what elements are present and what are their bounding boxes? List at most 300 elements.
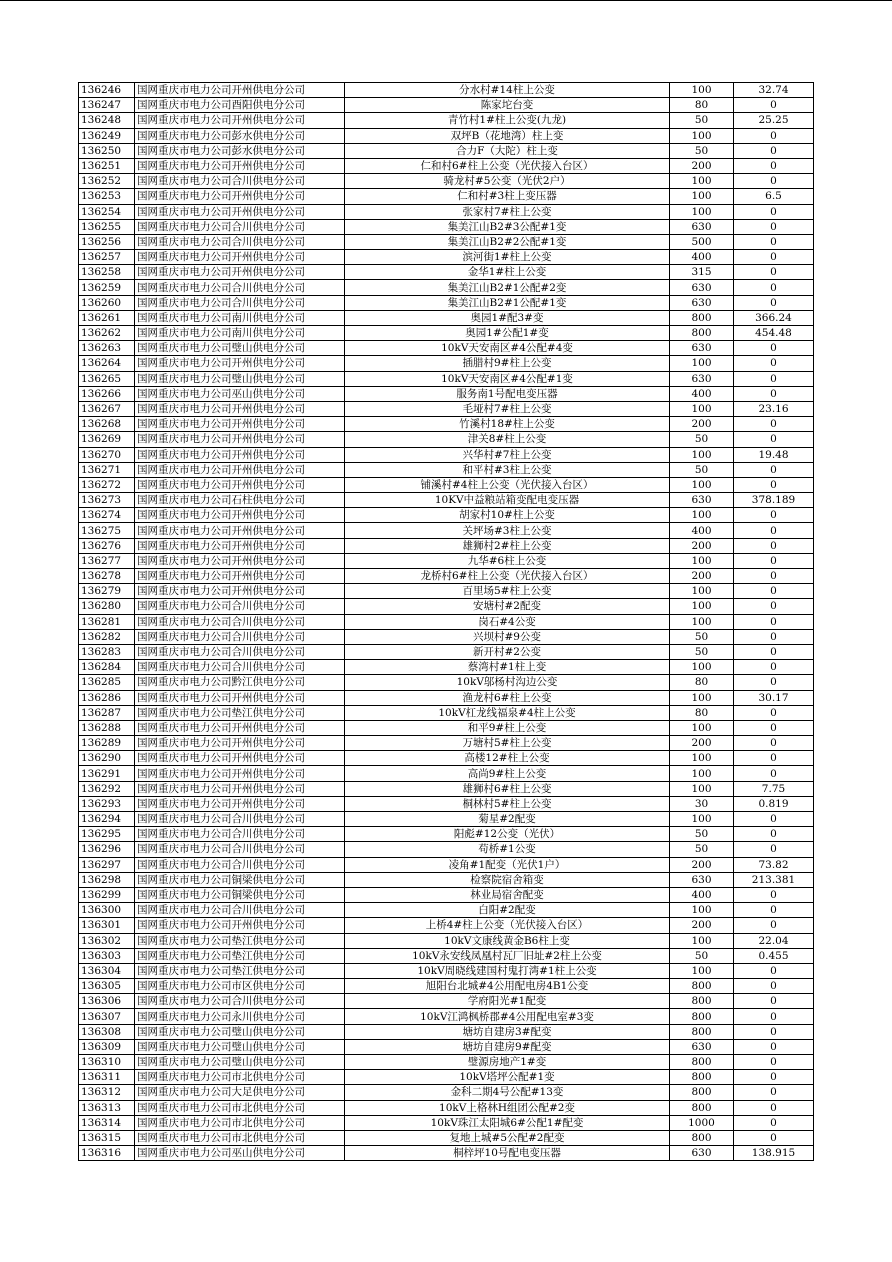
capacity-cell: 100 — [670, 477, 734, 492]
capacity-cell: 800 — [670, 1055, 734, 1070]
capacity-cell: 100 — [670, 690, 734, 705]
table-row — [79, 887, 814, 902]
value-cell: 0 — [734, 675, 814, 690]
transformer-name-cell: 金科二期4号公配#13变 — [345, 1085, 670, 1100]
capacity-cell: 50 — [670, 113, 734, 128]
row-id-cell: 136316 — [79, 1146, 135, 1161]
company-name-cell: 国网重庆市电力公司合川供电分公司 — [135, 842, 345, 857]
company-name-cell: 国网重庆市电力公司合川供电分公司 — [135, 644, 345, 659]
transformer-name-cell: 津关8#柱上公变 — [345, 432, 670, 447]
table-row — [79, 857, 814, 872]
value-cell: 0 — [734, 1085, 814, 1100]
row-id-cell: 136308 — [79, 1024, 135, 1039]
transformer-name-cell: 安塘村#2配变 — [345, 599, 670, 614]
company-name-cell: 国网重庆市电力公司合川供电分公司 — [135, 295, 345, 310]
value-cell: 0 — [734, 720, 814, 735]
value-cell: 0 — [734, 219, 814, 234]
capacity-cell: 100 — [670, 174, 734, 189]
top-rule — [0, 0, 892, 1]
company-name-cell: 国网重庆市电力公司开州供电分公司 — [135, 553, 345, 568]
value-cell: 0 — [734, 295, 814, 310]
value-cell: 0 — [734, 280, 814, 295]
capacity-cell: 1000 — [670, 1115, 734, 1130]
company-name-cell: 国网重庆市电力公司南川供电分公司 — [135, 326, 345, 341]
value-cell: 0 — [734, 644, 814, 659]
capacity-cell: 80 — [670, 98, 734, 113]
company-name-cell: 国网重庆市电力公司铜梁供电分公司 — [135, 872, 345, 887]
transformer-name-cell: 10kV邬杨村沟边公变 — [345, 675, 670, 690]
value-cell: 0 — [734, 751, 814, 766]
table-row — [79, 493, 814, 508]
capacity-cell: 800 — [670, 979, 734, 994]
company-name-cell: 国网重庆市电力公司璧山供电分公司 — [135, 1039, 345, 1054]
company-name-cell: 国网重庆市电力公司合川供电分公司 — [135, 219, 345, 234]
row-id-cell: 136268 — [79, 417, 135, 432]
value-cell: 0 — [734, 538, 814, 553]
transformer-name-cell: 10kV天安南区#4公配#4变 — [345, 341, 670, 356]
transformer-name-cell: 集美江山B2#1公配#2变 — [345, 280, 670, 295]
value-cell: 0 — [734, 250, 814, 265]
capacity-cell: 200 — [670, 538, 734, 553]
value-cell: 0 — [734, 143, 814, 158]
company-name-cell: 国网重庆市电力公司璧山供电分公司 — [135, 1024, 345, 1039]
company-name-cell: 国网重庆市电力公司黔江供电分公司 — [135, 675, 345, 690]
company-name-cell: 国网重庆市电力公司石柱供电分公司 — [135, 493, 345, 508]
row-id-cell: 136288 — [79, 720, 135, 735]
row-id-cell: 136283 — [79, 644, 135, 659]
row-id-cell: 136276 — [79, 538, 135, 553]
row-id-cell: 136256 — [79, 234, 135, 249]
row-id-cell: 136312 — [79, 1085, 135, 1100]
table-row — [79, 508, 814, 523]
value-cell: 0 — [734, 417, 814, 432]
value-cell: 0 — [734, 1130, 814, 1145]
capacity-cell: 400 — [670, 523, 734, 538]
value-cell: 0 — [734, 128, 814, 143]
capacity-cell: 100 — [670, 189, 734, 204]
table-row — [79, 265, 814, 280]
table-row — [79, 720, 814, 735]
company-name-cell: 国网重庆市电力公司市北供电分公司 — [135, 1070, 345, 1085]
table-row — [79, 341, 814, 356]
capacity-cell: 200 — [670, 569, 734, 584]
company-name-cell: 国网重庆市电力公司开州供电分公司 — [135, 401, 345, 416]
capacity-cell: 100 — [670, 963, 734, 978]
capacity-cell: 500 — [670, 234, 734, 249]
transformer-name-cell: 10kV珠江太阳城6#公配1#配变 — [345, 1115, 670, 1130]
table-row — [79, 948, 814, 963]
row-id-cell: 136311 — [79, 1070, 135, 1085]
company-name-cell: 国网重庆市电力公司开州供电分公司 — [135, 477, 345, 492]
capacity-cell: 100 — [670, 553, 734, 568]
table-row — [79, 872, 814, 887]
transformer-table — [78, 82, 814, 1161]
transformer-name-cell: 铺溪村#4柱上公变（光伏接入台区） — [345, 477, 670, 492]
capacity-cell: 100 — [670, 508, 734, 523]
capacity-cell: 100 — [670, 766, 734, 781]
value-cell: 0 — [734, 614, 814, 629]
transformer-name-cell: 塘坊自建房3#配变 — [345, 1024, 670, 1039]
transformer-name-cell: 10kV天安南区#4公配#1变 — [345, 371, 670, 386]
transformer-name-cell: 滨河街1#柱上公变 — [345, 250, 670, 265]
capacity-cell: 630 — [670, 341, 734, 356]
table-row — [79, 326, 814, 341]
transformer-name-cell: 凌角#1配变（光伏1户） — [345, 857, 670, 872]
capacity-cell: 800 — [670, 1085, 734, 1100]
company-name-cell: 国网重庆市电力公司合川供电分公司 — [135, 280, 345, 295]
company-name-cell: 国网重庆市电力公司开州供电分公司 — [135, 781, 345, 796]
capacity-cell: 50 — [670, 462, 734, 477]
company-name-cell: 国网重庆市电力公司市区供电分公司 — [135, 979, 345, 994]
value-cell: 0 — [734, 1039, 814, 1054]
table-row — [79, 401, 814, 416]
value-cell: 0 — [734, 234, 814, 249]
table-row — [79, 83, 814, 98]
table-row — [79, 842, 814, 857]
table-row — [79, 933, 814, 948]
company-name-cell: 国网重庆市电力公司开州供电分公司 — [135, 265, 345, 280]
capacity-cell: 200 — [670, 158, 734, 173]
table-row — [79, 1115, 814, 1130]
transformer-name-cell: 旭阳台北城#4公用配电房4B1公变 — [345, 979, 670, 994]
transformer-name-cell: 双坪B（花地湾）柱上变 — [345, 128, 670, 143]
transformer-name-cell: 万塘村5#柱上公变 — [345, 736, 670, 751]
transformer-name-cell: 桐梓坪10号配电变压器 — [345, 1146, 670, 1161]
value-cell: 73.82 — [734, 857, 814, 872]
row-id-cell: 136264 — [79, 356, 135, 371]
value-cell: 19.48 — [734, 447, 814, 462]
transformer-name-cell: 龙桥村6#柱上公变（光伏接入台区） — [345, 569, 670, 584]
company-name-cell: 国网重庆市电力公司开州供电分公司 — [135, 83, 345, 98]
row-id-cell: 136272 — [79, 477, 135, 492]
company-name-cell: 国网重庆市电力公司开州供电分公司 — [135, 918, 345, 933]
capacity-cell: 80 — [670, 705, 734, 720]
capacity-cell: 200 — [670, 736, 734, 751]
row-id-cell: 136294 — [79, 812, 135, 827]
transformer-name-cell: 毛垭村7#柱上公变 — [345, 401, 670, 416]
capacity-cell: 100 — [670, 599, 734, 614]
row-id-cell: 136249 — [79, 128, 135, 143]
table-row — [79, 1085, 814, 1100]
capacity-cell: 800 — [670, 1070, 734, 1085]
transformer-name-cell: 兴坝村#9公变 — [345, 629, 670, 644]
table-row — [79, 690, 814, 705]
value-cell: 0 — [734, 599, 814, 614]
transformer-name-cell: 高楼12#柱上公变 — [345, 751, 670, 766]
table-row — [79, 766, 814, 781]
table-row — [79, 432, 814, 447]
row-id-cell: 136248 — [79, 113, 135, 128]
value-cell: 0 — [734, 705, 814, 720]
company-name-cell: 国网重庆市电力公司酉阳供电分公司 — [135, 98, 345, 113]
row-id-cell: 136261 — [79, 310, 135, 325]
transformer-name-cell: 10kV文康线黄金B6柱上变 — [345, 933, 670, 948]
capacity-cell: 800 — [670, 1100, 734, 1115]
table-row — [79, 736, 814, 751]
company-name-cell: 国网重庆市电力公司开州供电分公司 — [135, 569, 345, 584]
capacity-cell: 630 — [670, 219, 734, 234]
row-id-cell: 136273 — [79, 493, 135, 508]
company-name-cell: 国网重庆市电力公司彭水供电分公司 — [135, 128, 345, 143]
capacity-cell: 100 — [670, 751, 734, 766]
row-id-cell: 136281 — [79, 614, 135, 629]
table-row — [79, 189, 814, 204]
company-name-cell: 国网重庆市电力公司巫山供电分公司 — [135, 1146, 345, 1161]
row-id-cell: 136298 — [79, 872, 135, 887]
value-cell: 366.24 — [734, 310, 814, 325]
row-id-cell: 136255 — [79, 219, 135, 234]
table-row — [79, 979, 814, 994]
row-id-cell: 136278 — [79, 569, 135, 584]
row-id-cell: 136262 — [79, 326, 135, 341]
transformer-name-cell: 奥园1#配3#变 — [345, 310, 670, 325]
table-row — [79, 675, 814, 690]
value-cell: 0 — [734, 1024, 814, 1039]
table-row — [79, 629, 814, 644]
transformer-name-cell: 学府阳光#1配变 — [345, 994, 670, 1009]
row-id-cell: 136309 — [79, 1039, 135, 1054]
company-name-cell: 国网重庆市电力公司垫江供电分公司 — [135, 948, 345, 963]
value-cell: 0 — [734, 1009, 814, 1024]
transformer-name-cell: 苟桥#1公变 — [345, 842, 670, 857]
company-name-cell: 国网重庆市电力公司合川供电分公司 — [135, 614, 345, 629]
value-cell: 0 — [734, 903, 814, 918]
row-id-cell: 136299 — [79, 887, 135, 902]
value-cell: 0 — [734, 629, 814, 644]
transformer-name-cell: 渔龙村6#柱上公变 — [345, 690, 670, 705]
row-id-cell: 136286 — [79, 690, 135, 705]
value-cell: 0 — [734, 963, 814, 978]
value-cell: 0 — [734, 584, 814, 599]
value-cell: 0 — [734, 553, 814, 568]
company-name-cell: 国网重庆市电力公司合川供电分公司 — [135, 174, 345, 189]
row-id-cell: 136279 — [79, 584, 135, 599]
row-id-cell: 136303 — [79, 948, 135, 963]
row-id-cell: 136315 — [79, 1130, 135, 1145]
row-id-cell: 136285 — [79, 675, 135, 690]
transformer-name-cell: 菊星#2配变 — [345, 812, 670, 827]
transformer-name-cell: 青竹村1#柱上公变(九龙) — [345, 113, 670, 128]
transformer-name-cell: 上桥4#柱上公变（光伏接入台区） — [345, 918, 670, 933]
company-name-cell: 国网重庆市电力公司开州供电分公司 — [135, 508, 345, 523]
company-name-cell: 国网重庆市电力公司璧山供电分公司 — [135, 341, 345, 356]
transformer-name-cell: 仁和村6#柱上公变（光伏接入台区） — [345, 158, 670, 173]
capacity-cell: 100 — [670, 903, 734, 918]
table-row — [79, 660, 814, 675]
transformer-name-cell: 10kV上格林H组团公配#2变 — [345, 1100, 670, 1115]
row-id-cell: 136277 — [79, 553, 135, 568]
transformer-name-cell: 雄狮村6#柱上公变 — [345, 781, 670, 796]
value-cell: 0 — [734, 174, 814, 189]
capacity-cell: 30 — [670, 796, 734, 811]
company-name-cell: 国网重庆市电力公司大足供电分公司 — [135, 1085, 345, 1100]
table-body — [79, 83, 814, 1161]
table-row — [79, 250, 814, 265]
row-id-cell: 136292 — [79, 781, 135, 796]
table-row — [79, 128, 814, 143]
table-row — [79, 1055, 814, 1070]
row-id-cell: 136275 — [79, 523, 135, 538]
company-name-cell: 国网重庆市电力公司开州供电分公司 — [135, 250, 345, 265]
capacity-cell: 50 — [670, 948, 734, 963]
value-cell: 378.189 — [734, 493, 814, 508]
capacity-cell: 100 — [670, 83, 734, 98]
row-id-cell: 136250 — [79, 143, 135, 158]
row-id-cell: 136304 — [79, 963, 135, 978]
capacity-cell: 630 — [670, 493, 734, 508]
transformer-name-cell: 陈家坨台变 — [345, 98, 670, 113]
capacity-cell: 100 — [670, 401, 734, 416]
transformer-name-cell: 林业局宿舍配变 — [345, 887, 670, 902]
transformer-name-cell: 奥园1#公配1#变 — [345, 326, 670, 341]
value-cell: 0 — [734, 356, 814, 371]
value-cell: 0 — [734, 1070, 814, 1085]
table-row — [79, 310, 814, 325]
row-id-cell: 136293 — [79, 796, 135, 811]
value-cell: 0 — [734, 462, 814, 477]
table-row — [79, 295, 814, 310]
transformer-name-cell: 岗石#4公变 — [345, 614, 670, 629]
row-id-cell: 136305 — [79, 979, 135, 994]
table-row — [79, 994, 814, 1009]
transformer-name-cell: 检察院宿舍箱变 — [345, 872, 670, 887]
company-name-cell: 国网重庆市电力公司开州供电分公司 — [135, 538, 345, 553]
table-row — [79, 219, 814, 234]
company-name-cell: 国网重庆市电力公司合川供电分公司 — [135, 812, 345, 827]
capacity-cell: 50 — [670, 827, 734, 842]
row-id-cell: 136295 — [79, 827, 135, 842]
capacity-cell: 800 — [670, 1130, 734, 1145]
capacity-cell: 200 — [670, 417, 734, 432]
table-row — [79, 143, 814, 158]
capacity-cell: 630 — [670, 295, 734, 310]
capacity-cell: 100 — [670, 614, 734, 629]
company-name-cell: 国网重庆市电力公司开州供电分公司 — [135, 204, 345, 219]
row-id-cell: 136265 — [79, 371, 135, 386]
value-cell: 213.381 — [734, 872, 814, 887]
row-id-cell: 136314 — [79, 1115, 135, 1130]
company-name-cell: 国网重庆市电力公司彭水供电分公司 — [135, 143, 345, 158]
row-id-cell: 136260 — [79, 295, 135, 310]
capacity-cell: 80 — [670, 675, 734, 690]
table-row — [79, 796, 814, 811]
transformer-name-cell: 合力F（大陀）柱上变 — [345, 143, 670, 158]
company-name-cell: 国网重庆市电力公司开州供电分公司 — [135, 796, 345, 811]
company-name-cell: 国网重庆市电力公司开州供电分公司 — [135, 523, 345, 538]
capacity-cell: 100 — [670, 204, 734, 219]
transformer-name-cell: 阳彪#12公变（光伏） — [345, 827, 670, 842]
company-name-cell: 国网重庆市电力公司合川供电分公司 — [135, 629, 345, 644]
table-row — [79, 751, 814, 766]
value-cell: 0 — [734, 477, 814, 492]
row-id-cell: 136253 — [79, 189, 135, 204]
company-name-cell: 国网重庆市电力公司合川供电分公司 — [135, 857, 345, 872]
value-cell: 0 — [734, 1100, 814, 1115]
value-cell: 23.16 — [734, 401, 814, 416]
transformer-name-cell: 桐林村5#柱上公变 — [345, 796, 670, 811]
capacity-cell: 100 — [670, 660, 734, 675]
value-cell: 32.74 — [734, 83, 814, 98]
capacity-cell: 400 — [670, 887, 734, 902]
table-row — [79, 386, 814, 401]
company-name-cell: 国网重庆市电力公司开州供电分公司 — [135, 736, 345, 751]
value-cell: 0 — [734, 204, 814, 219]
row-id-cell: 136289 — [79, 736, 135, 751]
transformer-name-cell: 10kV周晓线建国村鬼打湾#1柱上公变 — [345, 963, 670, 978]
capacity-cell: 800 — [670, 1024, 734, 1039]
value-cell: 0 — [734, 158, 814, 173]
company-name-cell: 国网重庆市电力公司开州供电分公司 — [135, 584, 345, 599]
transformer-name-cell: 雄狮村2#柱上公变 — [345, 538, 670, 553]
table-row — [79, 918, 814, 933]
row-id-cell: 136302 — [79, 933, 135, 948]
transformer-name-cell: 10kV永安线凤凰村瓦厂旧址#2柱上公变 — [345, 948, 670, 963]
row-id-cell: 136287 — [79, 705, 135, 720]
capacity-cell: 200 — [670, 857, 734, 872]
table-row — [79, 1024, 814, 1039]
transformer-name-cell: 骑龙村#5公变（光伏2户） — [345, 174, 670, 189]
row-id-cell: 136291 — [79, 766, 135, 781]
row-id-cell: 136297 — [79, 857, 135, 872]
value-cell: 0 — [734, 98, 814, 113]
transformer-name-cell: 九华#6柱上公变 — [345, 553, 670, 568]
capacity-cell: 200 — [670, 918, 734, 933]
company-name-cell: 国网重庆市电力公司开州供电分公司 — [135, 766, 345, 781]
transformer-name-cell: 和平9#柱上公变 — [345, 720, 670, 735]
row-id-cell: 136271 — [79, 462, 135, 477]
table-row — [79, 1039, 814, 1054]
value-cell: 0 — [734, 660, 814, 675]
company-name-cell: 国网重庆市电力公司永川供电分公司 — [135, 1009, 345, 1024]
value-cell: 0 — [734, 812, 814, 827]
row-id-cell: 136259 — [79, 280, 135, 295]
transformer-name-cell: 服务南1号配电变压器 — [345, 386, 670, 401]
company-name-cell: 国网重庆市电力公司市北供电分公司 — [135, 1100, 345, 1115]
transformer-name-cell: 璧源房地产1#变 — [345, 1055, 670, 1070]
row-id-cell: 136258 — [79, 265, 135, 280]
table-row — [79, 280, 814, 295]
value-cell: 0 — [734, 341, 814, 356]
capacity-cell: 50 — [670, 842, 734, 857]
value-cell: 138.915 — [734, 1146, 814, 1161]
row-id-cell: 136280 — [79, 599, 135, 614]
value-cell: 0 — [734, 1055, 814, 1070]
row-id-cell: 136257 — [79, 250, 135, 265]
capacity-cell: 100 — [670, 812, 734, 827]
row-id-cell: 136269 — [79, 432, 135, 447]
table-row — [79, 523, 814, 538]
row-id-cell: 136254 — [79, 204, 135, 219]
company-name-cell: 国网重庆市电力公司开州供电分公司 — [135, 432, 345, 447]
transformer-name-cell: 插腊村9#柱上公变 — [345, 356, 670, 371]
table-row — [79, 644, 814, 659]
value-cell: 0 — [734, 569, 814, 584]
value-cell: 454.48 — [734, 326, 814, 341]
row-id-cell: 136301 — [79, 918, 135, 933]
row-id-cell: 136274 — [79, 508, 135, 523]
value-cell: 25.25 — [734, 113, 814, 128]
row-id-cell: 136270 — [79, 447, 135, 462]
value-cell: 0 — [734, 766, 814, 781]
company-name-cell: 国网重庆市电力公司开州供电分公司 — [135, 113, 345, 128]
value-cell: 0 — [734, 432, 814, 447]
company-name-cell: 国网重庆市电力公司开州供电分公司 — [135, 356, 345, 371]
row-id-cell: 136310 — [79, 1055, 135, 1070]
row-id-cell: 136296 — [79, 842, 135, 857]
row-id-cell: 136306 — [79, 994, 135, 1009]
table-row — [79, 812, 814, 827]
capacity-cell: 50 — [670, 432, 734, 447]
